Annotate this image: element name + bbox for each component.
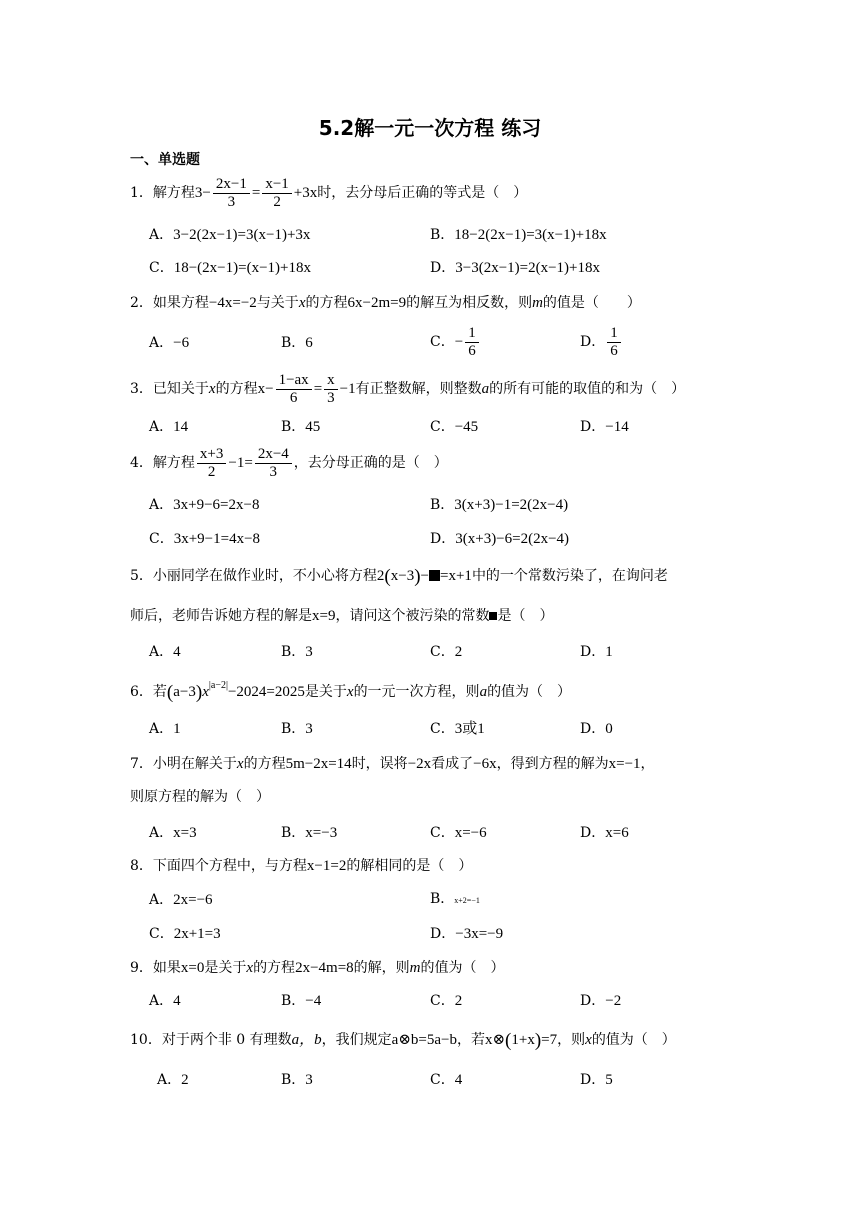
question-6-option-d[interactable]: D．0 (580, 721, 613, 737)
question-5-option-d[interactable]: D．1 (580, 644, 613, 660)
question-5-stem-line-1: 5．小丽同学在做作业时，不小心将方程2(x−3)− =x+1中的一个常数污染了，在询问老 (130, 566, 668, 587)
ink-blot-icon (429, 570, 440, 581)
question-7-option-c[interactable]: C．x=−6 (430, 825, 487, 841)
question-3-option-c[interactable]: C．−45 (430, 419, 479, 435)
question-1-option-c[interactable]: C．18−(2x−1)=(x−1)+18x (149, 260, 311, 276)
question-10-option-b[interactable]: B．3 (281, 1072, 313, 1088)
question-9-option-c[interactable]: C．2 (430, 993, 463, 1009)
question-9-option-b[interactable]: B．−4 (281, 993, 322, 1009)
question-6-option-c[interactable]: C．3或1 (430, 721, 485, 737)
question-6-option-b[interactable]: B．3 (281, 721, 313, 737)
question-8-option-d[interactable]: D．−3x=−9 (430, 926, 504, 942)
question-3-stem: 3．已知关于x的方程x− $\frac{1-ax}{6}$ = $\frac{x}{3}$ −1有正整数解，则整数a的所有可能的取值的和为（ ） (130, 372, 686, 407)
question-7-option-b[interactable]: B．x=−3 (281, 825, 338, 841)
question-2-option-d[interactable]: D． $\frac{1}{6}$ (580, 325, 623, 361)
question-2-option-b[interactable]: B．6 (281, 335, 313, 351)
question-10-option-a[interactable]: A．2 (157, 1072, 189, 1088)
question-1-stem: 1．解方程3− $\frac{2x-1}{3}$ = $\frac{x-1}{2}$ +3x时，去分母后正确的等式是（ ） (130, 176, 528, 211)
question-2-option-c[interactable]: C．− $\frac{1}{6}$ (430, 325, 481, 361)
question-3-option-a[interactable]: A．14 (149, 419, 189, 435)
question-8-stem: 8．下面四个方程中，与方程x−1=2的解相同的是（ ） (130, 858, 473, 874)
question-5-option-a[interactable]: A．4 (149, 644, 181, 660)
question-7-stem-line-2: 则原方程的解为（ ） (130, 789, 270, 805)
question-10-stem: 10．对于两个非 0 有理数a，b，我们规定a⊗b=5a−b，若x⊗(1+x)=7，则x的值为（ ） (130, 1030, 676, 1051)
question-5-stem-line-2: 师后，老师告诉她方程的解是x=9，请问这个被污染的常数 是（ ） (130, 608, 554, 624)
question-6-stem: 6．若$(a-3)x^{|a-2|}-2024=2025$是关于x的一元一次方程，则a的值为（ ） (130, 680, 572, 703)
question-9-option-a[interactable]: A．4 (149, 993, 181, 1009)
page-title: 5.2解一元一次方程 练习 (318, 116, 542, 140)
question-2-stem: 2．如果方程−4x=−2与关于x的方程6x−2m=9的解互为相反数，则m的值是（ ） (130, 295, 641, 311)
question-4-option-b[interactable]: B．3(x+3)−1=2(2x−4) (430, 497, 569, 513)
question-7-stem-line-1: 7．小明在解关于x的方程5m−2x=14时，误将−2x看成了−6x，得到方程的解为x=−1， (130, 756, 655, 772)
question-5-option-b[interactable]: B．3 (281, 644, 313, 660)
question-7-option-a[interactable]: A．x=3 (149, 825, 197, 841)
question-4-stem: 4．解方程 $\frac{x+3}{2}$ −1= $\frac{2x-4}{3}$ ，去分母正确的是（ ） (130, 446, 448, 481)
question-4-option-d[interactable]: D．3(x+3)−6=2(2x−4) (430, 531, 570, 547)
question-3-option-d[interactable]: D．−14 (580, 419, 629, 435)
section-heading: 一、单选题 (130, 152, 200, 168)
question-1-option-a[interactable]: A．3−2(2x−1)=3(x−1)+3x (149, 227, 311, 243)
question-9-stem: 9．如果x=0是关于x的方程2x−4m=8的解，则m的值为（ ） (130, 960, 505, 976)
question-10-option-c[interactable]: C．4 (430, 1072, 463, 1088)
question-4-option-a[interactable]: A．3x+9−6=2x−8 (149, 497, 260, 513)
question-7-option-d[interactable]: D．x=6 (580, 825, 629, 841)
question-8-option-b[interactable]: B．x+2=−1 (430, 891, 480, 907)
question-1-option-b[interactable]: B．18−2(2x−1)=3(x−1)+18x (430, 227, 607, 243)
question-4-option-c[interactable]: C．3x+9−1=4x−8 (149, 531, 261, 547)
question-2-option-a[interactable]: A．−6 (149, 335, 190, 351)
question-3-option-b[interactable]: B．45 (281, 419, 321, 435)
question-10-option-d[interactable]: D．5 (580, 1072, 613, 1088)
question-5-option-c[interactable]: C．2 (430, 644, 463, 660)
question-9-option-d[interactable]: D．−2 (580, 993, 622, 1009)
question-8-option-a[interactable]: A．2x=−6 (149, 892, 213, 908)
question-6-option-a[interactable]: A．1 (149, 721, 181, 737)
question-1-option-d[interactable]: D．3−3(2x−1)=2(x−1)+18x (430, 260, 601, 276)
question-8-option-c[interactable]: C．2x+1=3 (149, 926, 221, 942)
